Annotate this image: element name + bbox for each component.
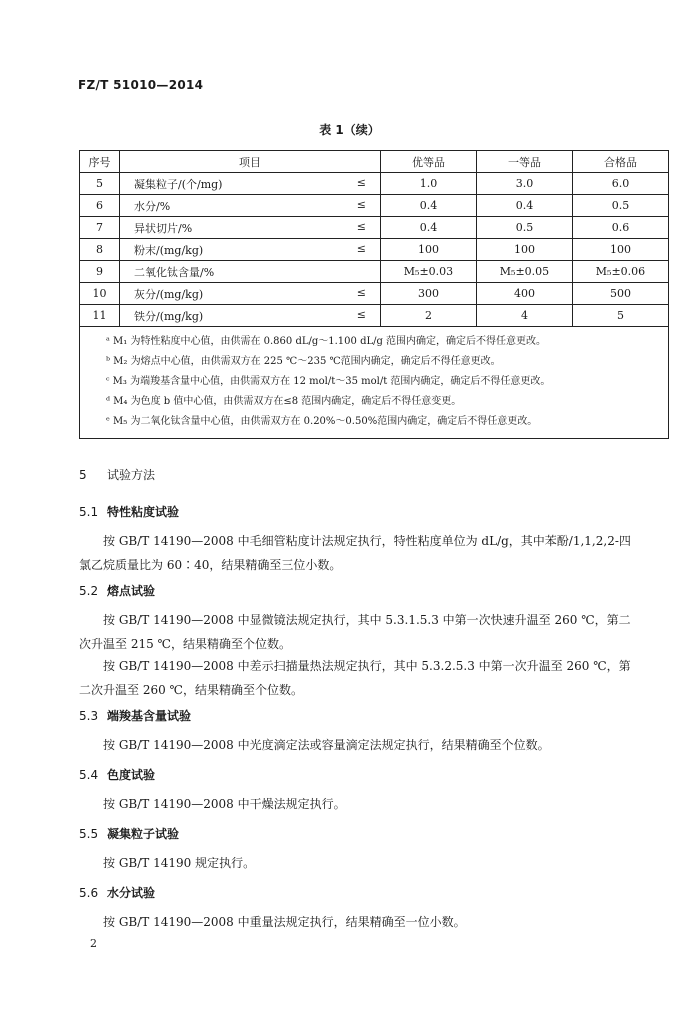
row-no: 11: [80, 305, 120, 327]
limit-symbol: ≤: [356, 308, 366, 321]
table-row: [80, 305, 669, 327]
paragraph: 按 GB/T 14190—2008 中光度滴定法或容量滴定法规定执行，结果精确至个位数。: [103, 738, 550, 752]
value-superior: M₅±0.03: [381, 261, 477, 283]
row-no: 6: [80, 195, 120, 217]
paragraph: 按 GB/T 14190—2008 中显微镜法规定执行，其中 5.3.1.5.3 中第一次快速升温至 260 ℃，第二次升温至 215 ℃，结果精确至个位数。: [79, 613, 631, 651]
col-header-no: 序号: [80, 151, 120, 173]
row-no: 10: [80, 283, 120, 305]
table-row: [80, 239, 669, 261]
page-number: 2: [90, 937, 97, 950]
row-item: [120, 195, 381, 217]
value-qualified: 6.0: [573, 173, 669, 195]
item-label: 异状切片/%: [134, 221, 193, 235]
section-heading-5-5: [79, 825, 179, 842]
value-qualified: 500: [573, 283, 669, 305]
value-superior: 0.4: [381, 217, 477, 239]
paragraph: 按 GB/T 14190 规定执行。: [103, 856, 256, 870]
table-note: ᶜ M₃ 为端羧基含量中心值，由供需双方在 12 mol/t～35 mol/t 范围内确定，确定后不得任意更改。: [106, 376, 551, 387]
section-title: 水分试验: [107, 886, 156, 900]
row-no: 5: [80, 173, 120, 195]
value-qualified: 100: [573, 239, 669, 261]
item-label: 二氧化钛含量/%: [134, 265, 215, 279]
row-item: [120, 239, 381, 261]
value-superior: 100: [381, 239, 477, 261]
value-superior: 300: [381, 283, 477, 305]
table-row: [80, 195, 669, 217]
section-number: 5.6: [79, 886, 99, 900]
section-number: 5.3: [79, 709, 99, 723]
section-heading-5-6: [79, 884, 155, 901]
item-label: 凝集粒子/(个/mg): [134, 177, 223, 191]
table-note: ᵃ M₁ 为特性粘度中心值，由供需在 0.860 dL/g～1.100 dL/g 范围内确定，确定后不得任意更改。: [106, 336, 547, 347]
item-label: 粉末/(mg/kg): [134, 243, 204, 257]
table-notes: [80, 327, 669, 439]
section-heading-5-2: [79, 582, 155, 599]
section-number: 5.4: [79, 768, 99, 782]
item-label: 铁分/(mg/kg): [134, 309, 204, 323]
value-first: 0.5: [477, 217, 573, 239]
section-heading-5-3: [79, 707, 191, 724]
section-number: 5.1: [79, 505, 99, 519]
value-superior: 1.0: [381, 173, 477, 195]
paragraph: 按 GB/T 14190—2008 中毛细管粘度计法规定执行，特性粘度单位为 dL/g，其中苯酚/1,1,2,2-四氯乙烷质量比为 60∶40，结果精确至三位小数。: [79, 534, 631, 572]
value-first: M₅±0.05: [477, 261, 573, 283]
row-no: 9: [80, 261, 120, 283]
row-item: [120, 283, 381, 305]
table-caption: 表 1（续）: [319, 123, 380, 137]
item-label: 水分/%: [134, 199, 171, 213]
value-qualified: 5: [573, 305, 669, 327]
table-note: ᵇ M₂ 为熔点中心值，由供需双方在 225 ℃～235 ℃范围内确定，确定后不得任意更改。: [106, 356, 501, 367]
paragraph: 按 GB/T 14190—2008 中差示扫描量热法规定执行，其中 5.3.2.5.3 中第一次升温至 260 ℃，第二次升温至 260 ℃，结果精确至个位数。: [79, 659, 631, 697]
table-row: [80, 283, 669, 305]
value-superior: 0.4: [381, 195, 477, 217]
row-item: [120, 217, 381, 239]
section-heading-5-4: [79, 766, 155, 783]
section-title: 熔点试验: [107, 584, 156, 598]
limit-symbol: ≤: [356, 198, 366, 211]
table-note: ᵈ M₄ 为色度 b 值中心值，由供需双方在≤8 范围内确定，确定后不得任意变更。: [106, 396, 462, 407]
section-number: 5: [79, 468, 87, 482]
table-header-row: [80, 151, 669, 173]
value-first: 100: [477, 239, 573, 261]
section-title: 试验方法: [107, 468, 156, 482]
row-no: 8: [80, 239, 120, 261]
table-row: [80, 217, 669, 239]
standard-number: FZ/T 51010—2014: [78, 78, 204, 92]
limit-symbol: ≤: [356, 220, 366, 233]
paragraph: 按 GB/T 14190—2008 中干燥法规定执行。: [103, 797, 346, 811]
section-number: 5.2: [79, 584, 99, 598]
value-first: 3.0: [477, 173, 573, 195]
table-notes-row: [80, 327, 669, 439]
item-label: 灰分/(mg/kg): [134, 287, 204, 301]
section-title: 特性粘度试验: [107, 505, 180, 519]
value-superior: 2: [381, 305, 477, 327]
section-heading-5: [79, 466, 155, 483]
col-header-first: 一等品: [477, 151, 573, 173]
table-row: [80, 261, 669, 283]
section-heading-5-1: [79, 503, 179, 520]
col-header-superior: 优等品: [381, 151, 477, 173]
table-row: [80, 173, 669, 195]
paragraph: 按 GB/T 14190—2008 中重量法规定执行，结果精确至一位小数。: [103, 915, 466, 929]
value-first: 4: [477, 305, 573, 327]
value-first: 0.4: [477, 195, 573, 217]
limit-symbol: ≤: [356, 176, 366, 189]
spec-table: [79, 150, 669, 439]
col-header-qualified: 合格品: [573, 151, 669, 173]
row-no: 7: [80, 217, 120, 239]
value-qualified: 0.6: [573, 217, 669, 239]
row-item: [120, 305, 381, 327]
value-qualified: M₅±0.06: [573, 261, 669, 283]
section-title: 色度试验: [107, 768, 156, 782]
col-header-item: 项目: [120, 151, 381, 173]
section-title: 端羧基含量试验: [107, 709, 192, 723]
limit-symbol: ≤: [356, 242, 366, 255]
value-qualified: 0.5: [573, 195, 669, 217]
row-item: [120, 261, 381, 283]
section-number: 5.5: [79, 827, 99, 841]
section-title: 凝集粒子试验: [107, 827, 180, 841]
row-item: [120, 173, 381, 195]
value-first: 400: [477, 283, 573, 305]
table-note: ᵉ M₅ 为二氧化钛含量中心值，由供需双方在 0.20%～0.50%范围内确定，确定后不得任意更改。: [106, 416, 538, 427]
limit-symbol: ≤: [356, 286, 366, 299]
